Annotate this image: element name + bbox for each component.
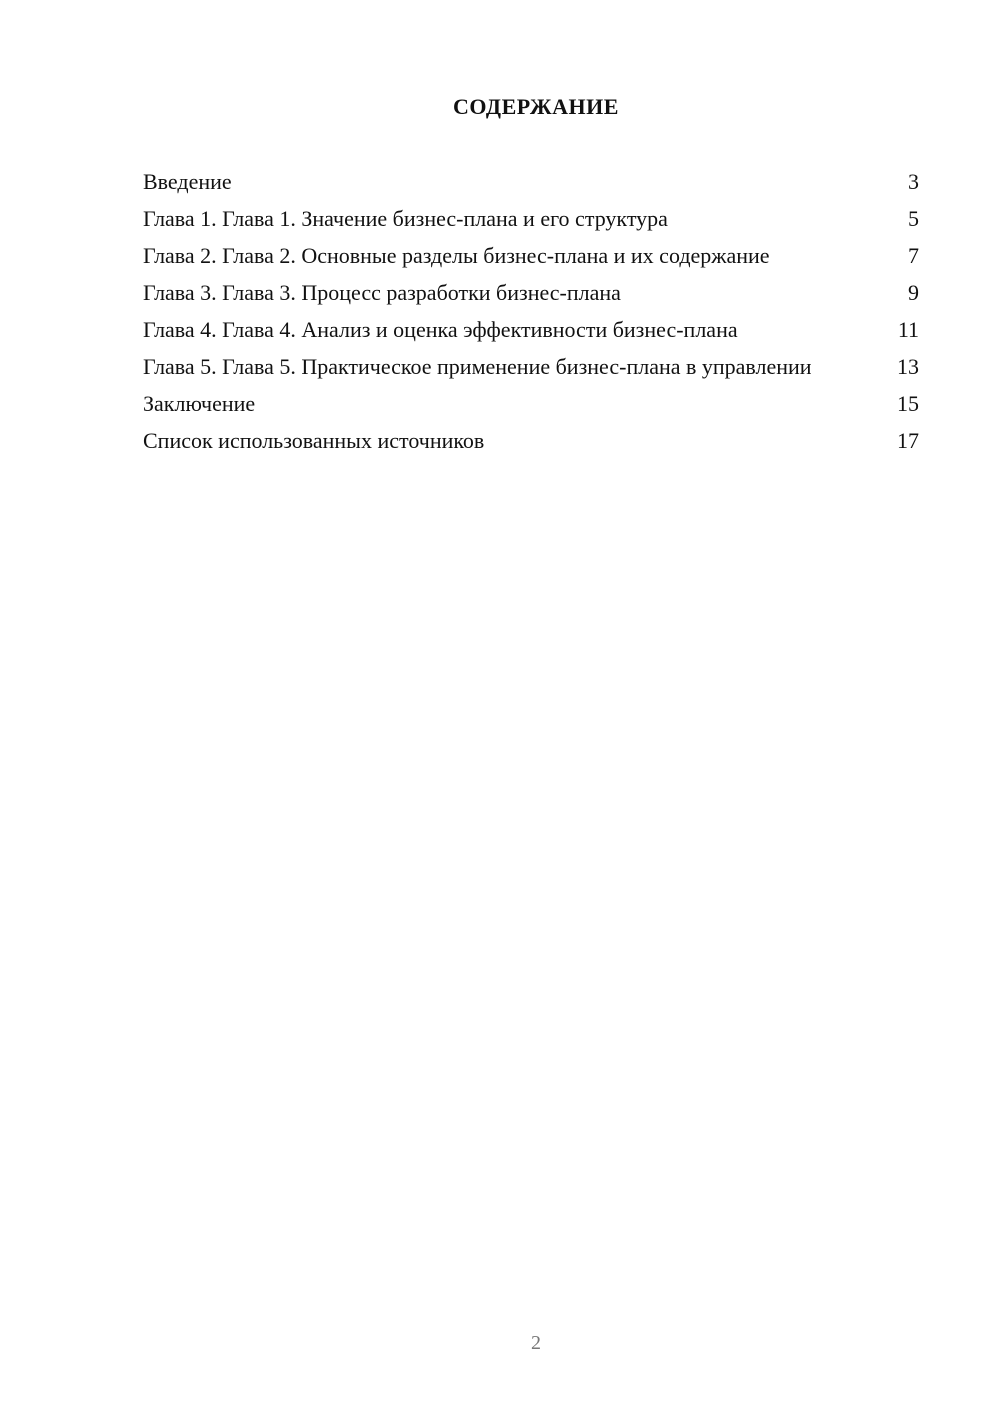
table-of-contents	[143, 168, 919, 464]
toc-title: СОДЕРЖАНИЕ	[453, 94, 619, 119]
toc-entry-page: 9	[908, 280, 919, 305]
toc-entry-label: Введение	[143, 169, 232, 194]
toc-entry-page: 5	[908, 206, 919, 231]
toc-entry-label: Глава 2. Глава 2. Основные разделы бизнес-плана и их содержание	[143, 243, 770, 268]
toc-entry-page: 17	[897, 428, 919, 453]
toc-entry-chapter-4	[143, 316, 919, 343]
toc-entry-label: Заключение	[143, 391, 256, 416]
toc-entry-conclusion	[143, 390, 919, 417]
toc-entry-references	[143, 427, 919, 454]
toc-entry-chapter-5	[143, 353, 919, 380]
toc-entry-label: Список использованных источников	[143, 428, 485, 453]
toc-entry-chapter-3	[143, 279, 919, 306]
toc-entry-label: Глава 3. Глава 3. Процесс разработки бизнес-плана	[143, 280, 621, 305]
toc-entry-chapter-1	[143, 205, 919, 232]
toc-entry-chapter-2	[143, 242, 919, 269]
toc-entry-page: 11	[897, 317, 919, 342]
toc-entry-label: Глава 1. Глава 1. Значение бизнес-плана и его структура	[143, 206, 668, 231]
toc-entry-page: 7	[908, 243, 919, 268]
toc-entry-page: 15	[897, 391, 919, 416]
page-number: 2	[531, 1332, 541, 1354]
toc-entry-label: Глава 4. Глава 4. Анализ и оценка эффективности бизнес-плана	[143, 317, 738, 342]
toc-entry-page: 13	[897, 354, 919, 379]
toc-entry-introduction	[143, 168, 919, 195]
toc-entry-label: Глава 5. Глава 5. Практическое применение бизнес-плана в управлении	[143, 354, 812, 379]
toc-entry-page: 3	[908, 169, 919, 194]
